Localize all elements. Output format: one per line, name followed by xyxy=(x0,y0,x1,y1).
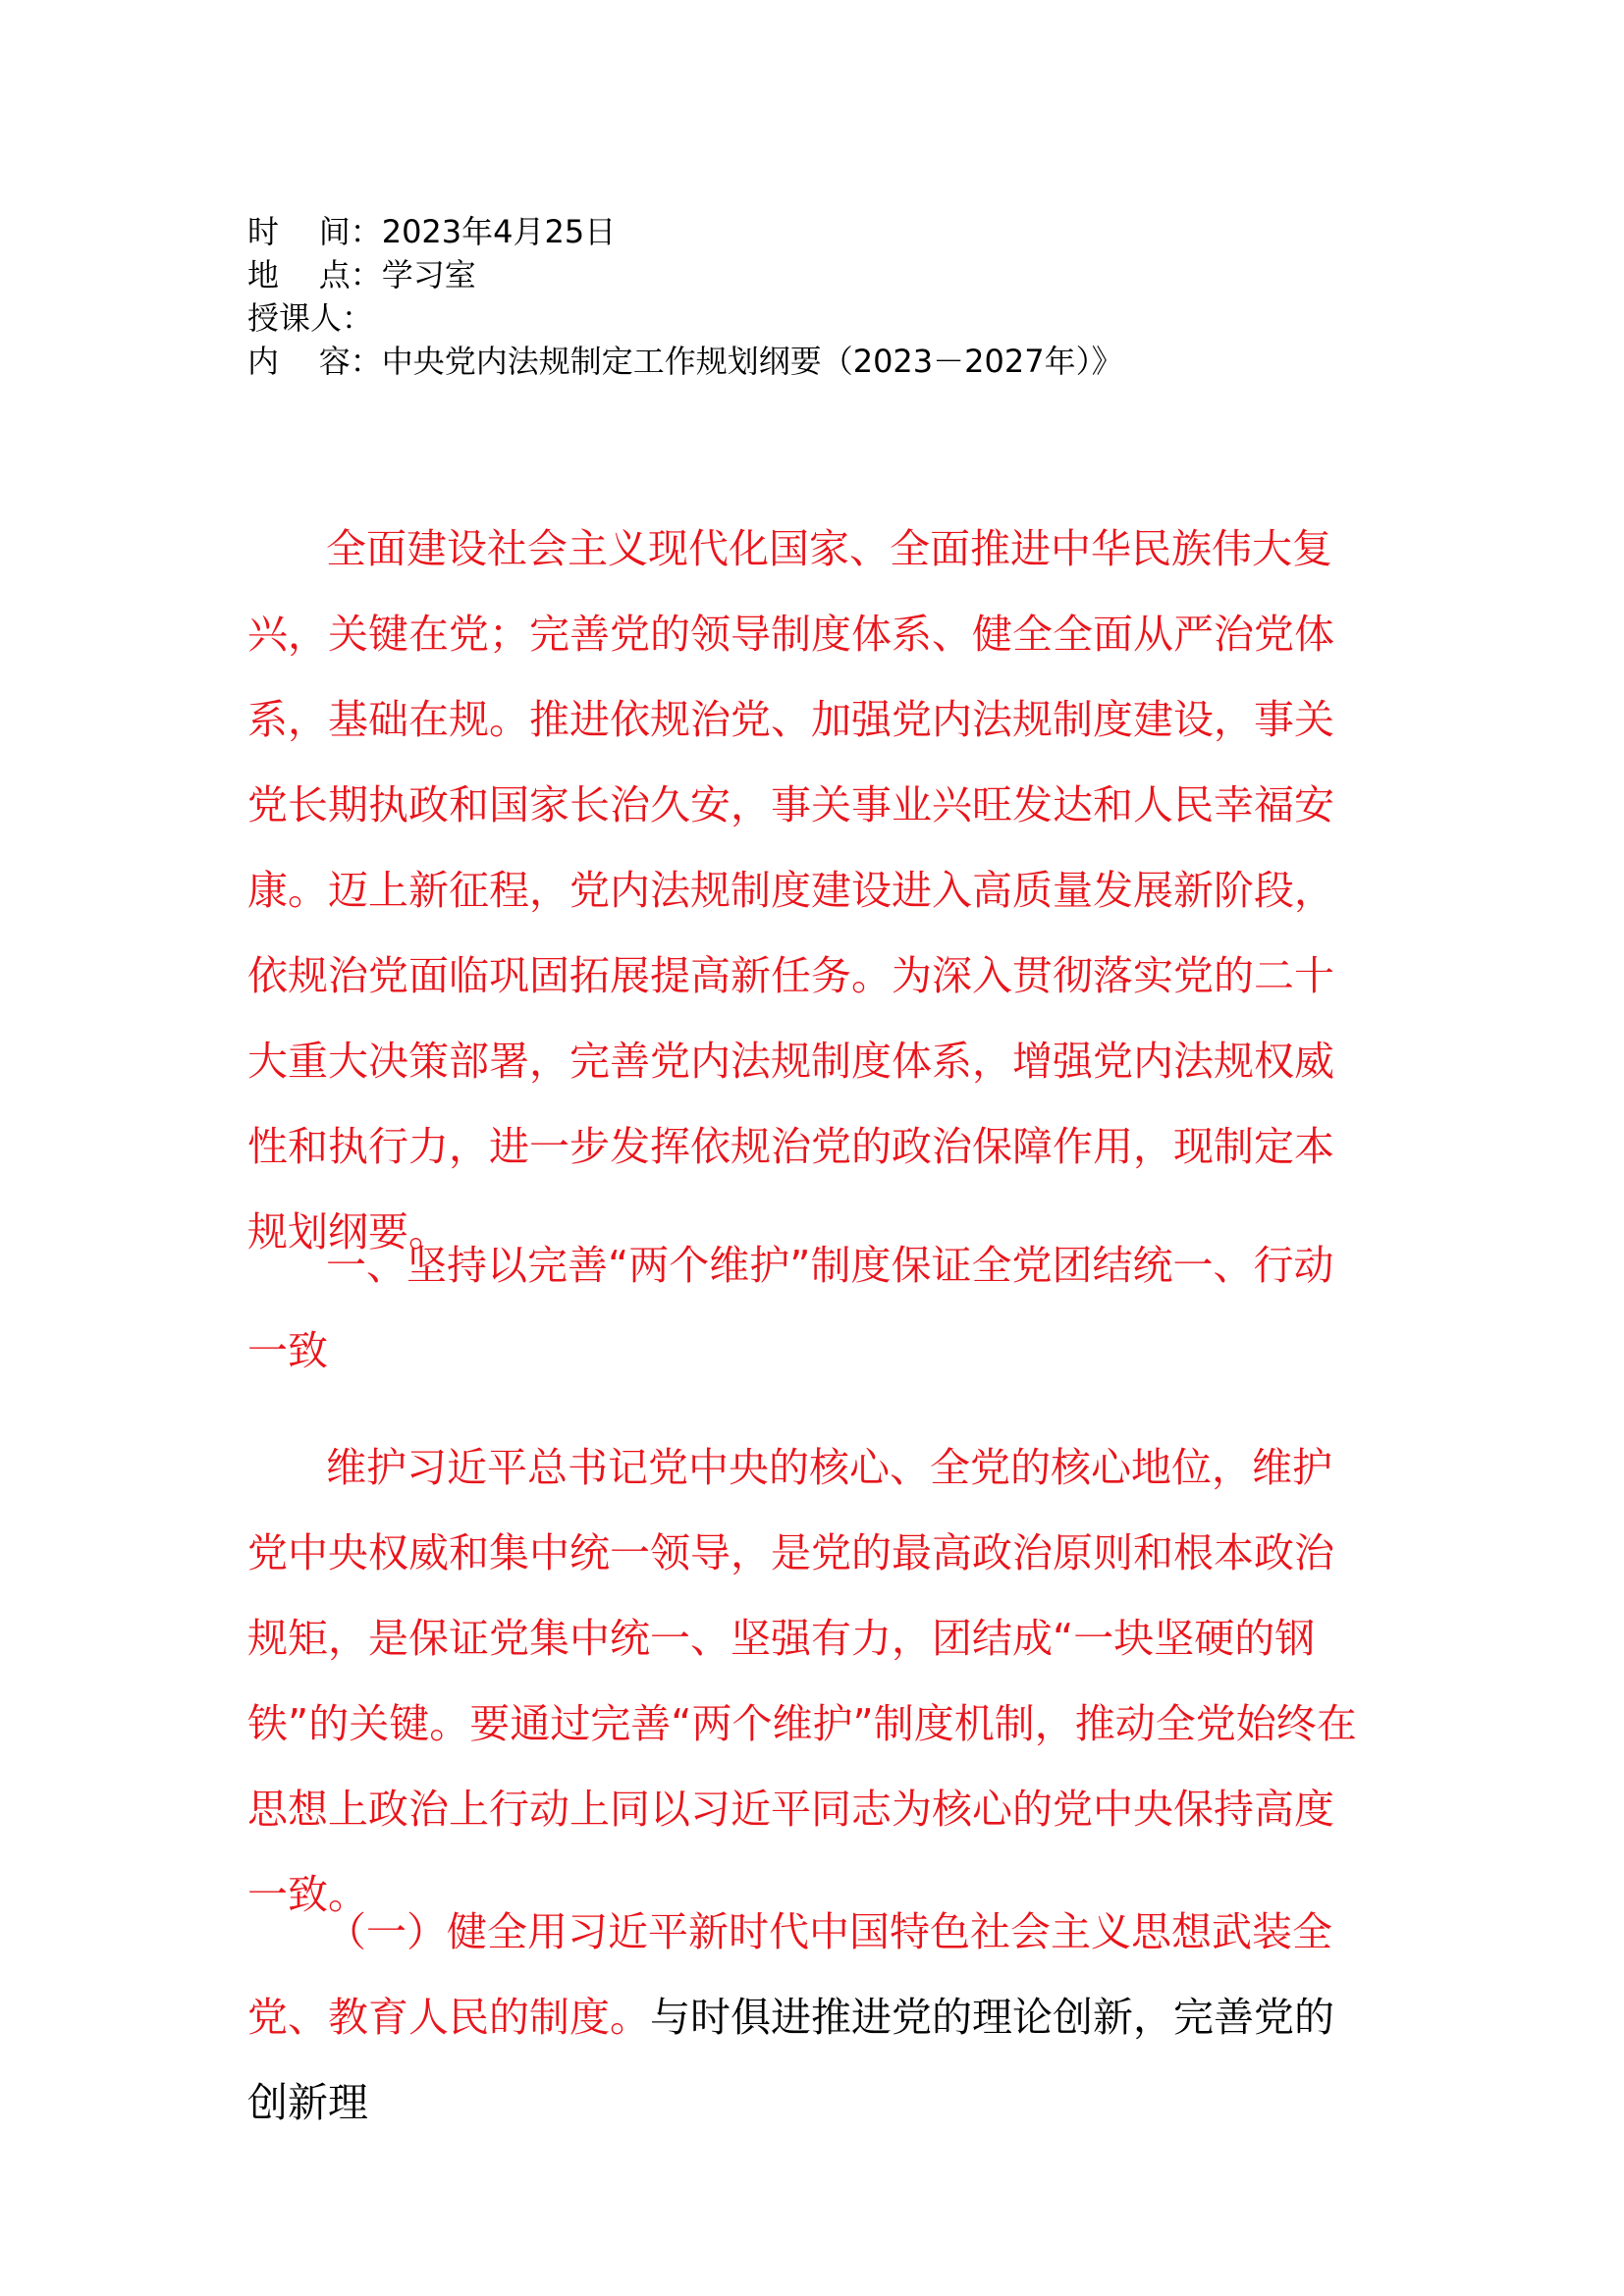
section-paragraph xyxy=(247,1425,1357,1938)
meeting-info xyxy=(247,210,1426,383)
place-label: 地 点： xyxy=(247,256,382,294)
time-value: 2023年4月25日 xyxy=(381,213,617,250)
content-label: 内 容： xyxy=(247,343,382,380)
content-value: 中央党内法规制定工作规划纲要（2023－2027年）》 xyxy=(381,343,1123,380)
subsection-heading-text: （一）健全用习近平新时代中国特色社会主义思想武装全党、教育人民的制度。 xyxy=(247,1908,1332,2041)
place-value: 学习室 xyxy=(381,256,476,294)
subsection-paragraph xyxy=(247,1890,1357,2146)
intro-text: 全面建设社会主义现代化国家、全面推进中华民族伟大复兴，关键在党；完善党的领导制度体系、健全全面从严治党体系，基础在规。推进依规治党、加强党内法规制度建设，事关党长期执政和国家长治久安，事关事业兴旺发达和人民幸福安康。迈上新征程，党内法规制度建设进入高质量发展新阶段，依规治党面临巩固拓展提高新任务。为深入贯彻落实党的二十大重大决策部署，完善党内法规制度体系，增强党内法规权威性和执行力，进一步发挥依规治党的政治保障作用，现制定本规划纲要。 xyxy=(247,525,1334,1255)
lecturer-label: 授课人： xyxy=(247,299,374,337)
place-row xyxy=(247,253,1426,296)
intro-paragraph xyxy=(247,507,1357,1275)
time-label: 时 间： xyxy=(247,213,382,250)
section-paragraph-text: 维护习近平总书记党中央的核心、全党的核心地位，维护党中央权威和集中统一领导，是党的最高政治原则和根本政治规矩，是保证党集中统一、坚强有力，团结成“一块坚硬的钢铁”的关键。要通过完善“两个维护”制度机制，推动全党始终在思想上政治上行动上同以习近平同志为核心的党中央保持高度一致。 xyxy=(247,1444,1357,1918)
time-row xyxy=(247,210,1426,253)
section-heading xyxy=(247,1223,1357,1394)
lecturer-row xyxy=(247,296,1426,340)
subsection-body-text: 与时俱进推进党的理论创新，完善党的创新理 xyxy=(247,1994,1334,2126)
content-row xyxy=(247,340,1426,383)
section-heading-text: 一、坚持以完善“两个维护”制度保证全党团结统一、行动一致 xyxy=(247,1242,1334,1374)
